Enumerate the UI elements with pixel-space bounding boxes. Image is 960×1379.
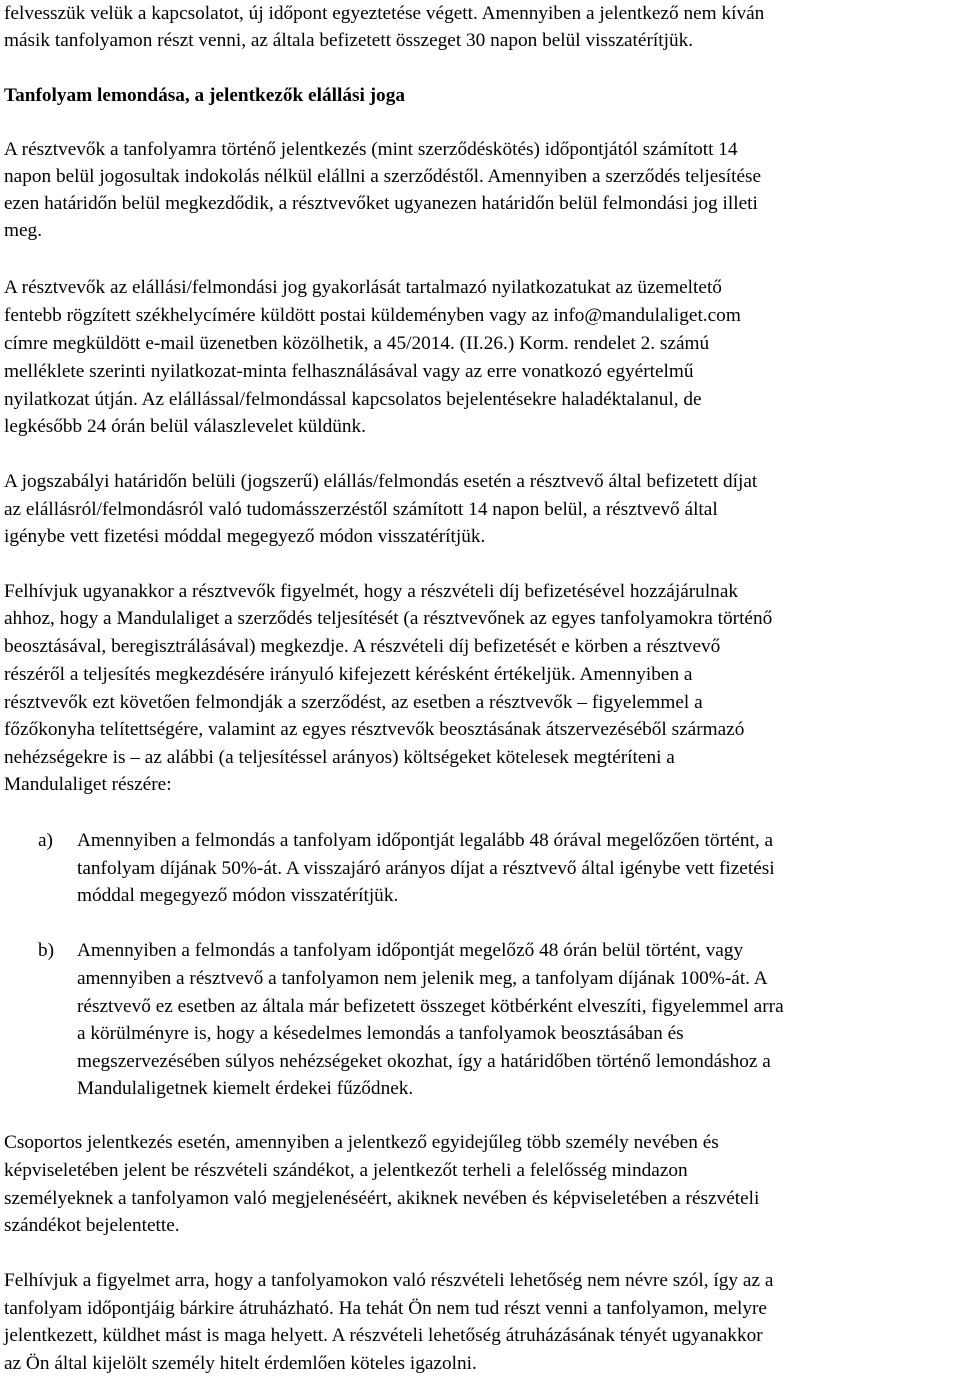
paragraph-line: az elállásról/felmondásról való tudomásszerzéstől számított 14 napon belül, a résztvevő által xyxy=(4,499,718,520)
list-item-line: megszervezésében súlyos nehézségeket okozhat, így a határidőben történő lemondáshoz a xyxy=(77,1051,771,1072)
paragraph-line: Felhívjuk ugyanakkor a résztvevők figyelmét, hogy a részvételi díj befizetésével hozzájárulnak xyxy=(4,581,739,602)
paragraph-line: melléklete szerinti nyilatkozat-minta felhasználásával vagy az erre vonatkozó egyértelmű xyxy=(4,361,694,382)
paragraph-line: napon belül jogosultak indokolás nélkül elállni a szerződéstől. Amennyiben a szerződés teljesítése xyxy=(4,166,762,187)
section-heading: Tanfolyam lemondása, a jelentkezők elállási joga xyxy=(4,85,405,106)
paragraph-line: beosztásával, beregisztrálásával) megkezdje. A részvételi díj befizetését e körben a résztvevő xyxy=(4,636,721,657)
paragraph-line: nehézségekre is – az alábbi (a teljesítéssel arányos) költségeket kötelesek megtéríteni a xyxy=(4,747,675,768)
list-marker: b) xyxy=(38,940,55,961)
intro-line: másik tanfolyamon részt venni, az általa befizetett összeget 30 napon belül visszatérítjük. xyxy=(4,30,694,51)
list-item-line: móddal megegyező módon visszatérítjük. xyxy=(77,885,399,906)
intro-line: felvesszük velük a kapcsolatot, új időpont egyeztetése végett. Amennyiben a jelentkező nem kíván xyxy=(4,3,765,24)
paragraph-line: részéről a teljesítés megkezdésére irányuló kifejezett kérésként értékeljük. Amennyiben a xyxy=(4,664,693,685)
paragraph-line: A résztvevők a tanfolyamra történő jelentkezés (mint szerződéskötés) időpontjától számított 14 xyxy=(4,139,738,160)
paragraph-line: Csoportos jelentkezés esetén, amennyiben a jelentkező egyidejűleg több személy nevében és xyxy=(4,1132,719,1153)
list-item-line: a körülményre is, hogy a késedelmes lemondás a tanfolyamok beosztásában és xyxy=(77,1023,684,1044)
paragraph-line: ezen határidőn belül megkezdődik, a résztvevőket ugyanezen határidőn belül felmondási jog illeti xyxy=(4,193,758,214)
list-item-line: Amennyiben a felmondás a tanfolyam időpontját megelőző 48 órán belül történt, vagy xyxy=(77,940,744,961)
paragraph-line: meg. xyxy=(4,220,43,241)
paragraph-line: jelentkezett, küldhet mást is maga helyett. A részvételi lehetőség átruházásának tényét ugyanakkor xyxy=(4,1325,763,1346)
list-item-line: résztvevő ez esetben az általa már befizetett összeget kötbérként elveszíti, figyelemmel arra xyxy=(77,996,784,1017)
paragraph-line: szándékot bejelentette. xyxy=(4,1215,180,1236)
paragraph-line: főzőkonyha telítettségére, valamint az egyes résztvevők beosztásának átszervezéséből származó xyxy=(4,719,745,740)
list-item-line: Amennyiben a felmondás a tanfolyam időpontját legalább 48 órával megelőzően történt, a xyxy=(77,830,774,851)
list-item-line: amennyiben a résztvevő a tanfolyamon nem jelenik meg, a tanfolyam díjának 100%-át. A xyxy=(77,968,768,989)
paragraph-line: igénybe vett fizetési móddal megegyező módon visszatérítjük. xyxy=(4,526,486,547)
paragraph-line: legkésőbb 24 órán belül válaszlevelet küldünk. xyxy=(4,416,366,437)
paragraph-line: Mandulaliget részére: xyxy=(4,774,172,795)
paragraph-line: címre megküldött e-mail üzenetben közölhetik, a 45/2014. (II.26.) Korm. rendelet 2. számú xyxy=(4,333,710,354)
list-item-line: tanfolyam díjának 50%-át. A visszajáró arányos díjat a résztvevő által igénybe vett fizetési xyxy=(77,858,775,879)
paragraph-line: az Ön által kijelölt személy hitelt érdemlően köteles igazolni. xyxy=(4,1353,477,1374)
paragraph-line: résztvevők ezt követően felmondják a szerződést, az esetben a résztvevők – figyelemmel a xyxy=(4,692,703,713)
paragraph-line: Felhívjuk a figyelmet arra, hogy a tanfolyamokon való részvételi lehetőség nem névre szól, így az a xyxy=(4,1270,774,1291)
paragraph-line: fentebb rögzített székhelycímére küldött postai küldeményben vagy az info@mandulaliget.com xyxy=(4,305,741,326)
paragraph-line: képviseletében jelent be részvételi szándékot, a jelentkezőt terheli a felelősség mindazon xyxy=(4,1160,688,1181)
list-marker: a) xyxy=(38,830,53,851)
paragraph-line: ahhoz, hogy a Mandulaliget a szerződés teljesítését (a résztvevőnek az egyes tanfolyamokra történő xyxy=(4,608,773,629)
paragraph-line: személyeknek a tanfolyamon való megjelenéséért, akiknek nevében és képviseletében a részvételi xyxy=(4,1188,760,1209)
paragraph-line: A résztvevők az elállási/felmondási jog gyakorlását tartalmazó nyilatkozatukat az üzemeltető xyxy=(4,277,722,298)
paragraph-line: A jogszabályi határidőn belüli (jogszerű) elállás/felmondás esetén a résztvevő által befizetett díjat xyxy=(4,471,758,492)
list-item-line: Mandulaligetnek kiemelt érdekei fűződnek. xyxy=(77,1078,414,1099)
paragraph-line: nyilatkozat útján. Az elállással/felmondással kapcsolatos bejelentésekre haladéktalanul, de xyxy=(4,389,702,410)
paragraph-line: tanfolyam időpontjáig bárkire átruházható. Ha tehát Ön nem tud részt venni a tanfolyamon, melyre xyxy=(4,1298,767,1319)
